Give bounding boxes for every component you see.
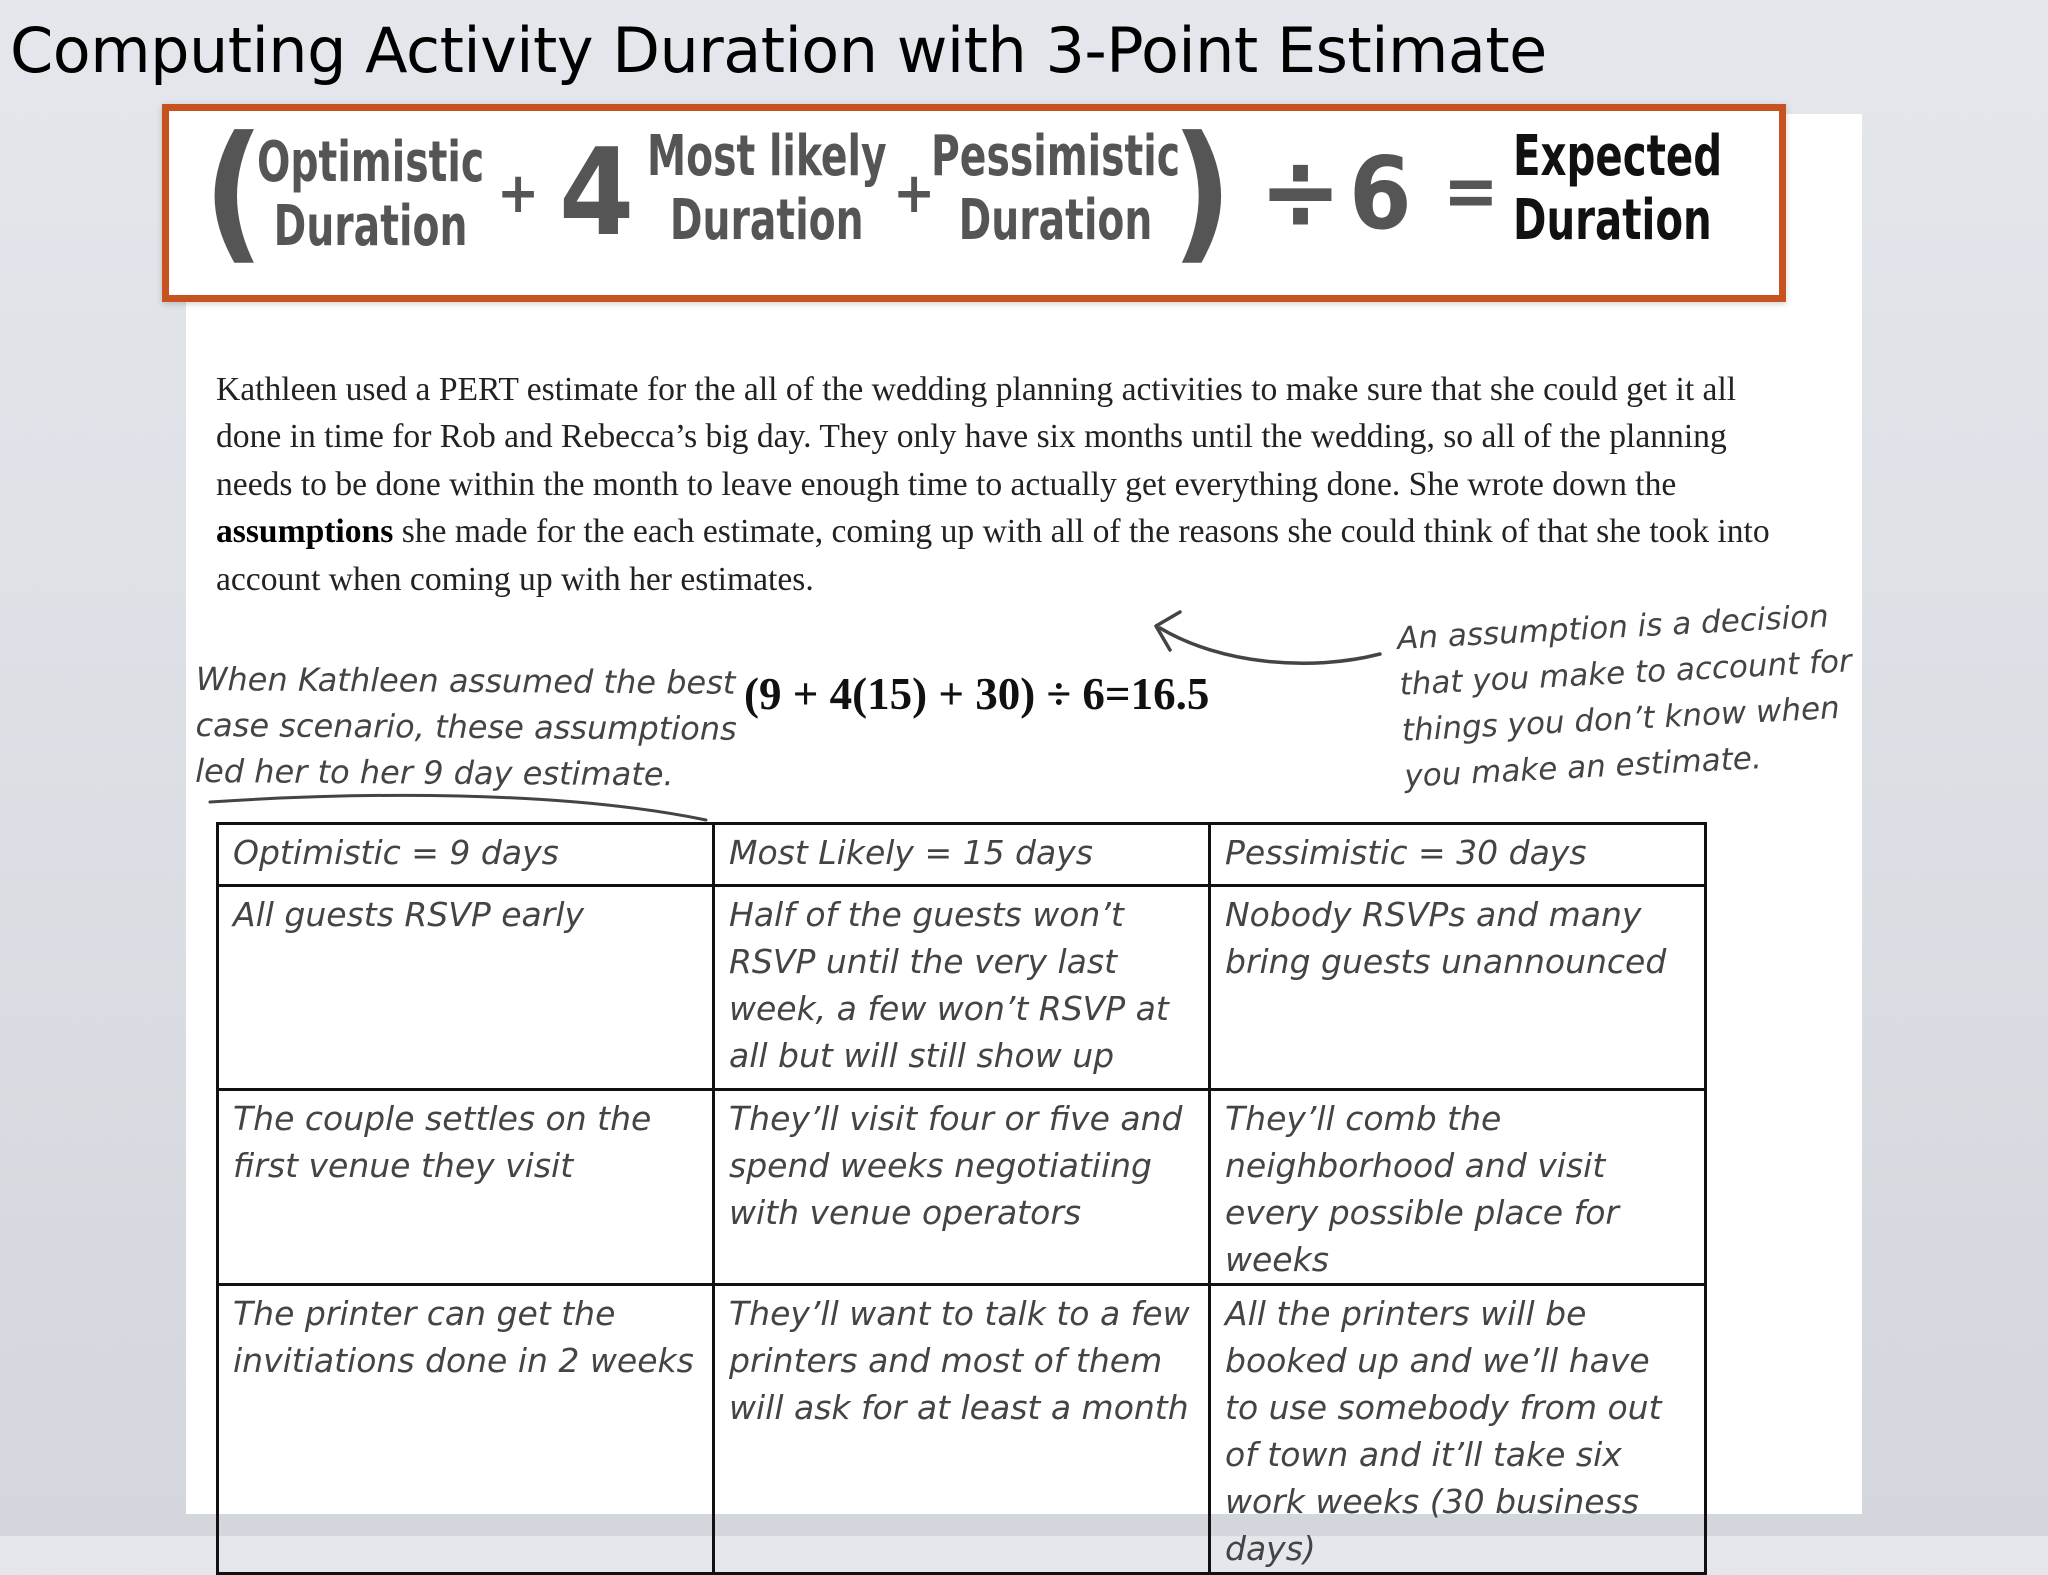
table-row	[218, 1285, 1706, 1574]
table-cell: Half of the guests won’t RSVP until the very last week, a few won’t RSVP at all but will still show up	[714, 886, 1210, 1090]
most-likely-term	[647, 125, 887, 253]
table-header-row	[218, 824, 1706, 886]
paragraph-text-1: Kathleen used a PERT estimate for the all of the wedding planning activities to make sure that she could get it all done in time for Rob and Rebecca’s big day. They only have six months until the wedding, so all of the planning needs to be done within the month to leave enough time to actually get everything done. She wrote down the	[216, 371, 1737, 503]
best-case-note-line: When Kathleen assumed the best	[195, 659, 736, 702]
formula-banner	[162, 104, 1786, 302]
table-cell: All the printers will be booked up and we’ll have to use somebody from out of town and it’ll take six work weeks (30 business days)	[1210, 1285, 1706, 1574]
paragraph-text-2: she made for the each estimate, coming up with all of the reasons she could think of that she took into account when coming up with her estimates.	[216, 513, 1770, 598]
slide-title: Computing Activity Duration with 3-Point Estimate	[10, 14, 1547, 87]
optimistic-label: Optimistic	[257, 130, 485, 195]
expected-label: Expected	[1513, 124, 1723, 189]
optimistic-duration-label: Duration	[273, 194, 468, 259]
assumption-note-line: things you don’t know when	[1401, 689, 1841, 749]
pessimistic-duration-label: Duration	[958, 188, 1153, 253]
assumption-note-line: you make an estimate.	[1403, 740, 1763, 795]
best-case-note-line: case scenario, these assumptions	[195, 705, 737, 748]
assumptions-table	[216, 822, 1707, 1575]
assumption-definition-note	[1396, 592, 1858, 799]
table-cell: They’ll comb the neighborhood and visit every possible place for weeks	[1210, 1090, 1706, 1285]
close-paren-icon: )	[1171, 105, 1233, 279]
equals-sign: =	[1443, 148, 1499, 234]
assumption-note-line: that you make to account for	[1398, 643, 1853, 703]
most-likely-column-header: Most Likely = 15 days	[714, 824, 1210, 886]
table-cell: The printer can get the invitiations done in 2 weeks	[218, 1285, 714, 1574]
most-likely-duration-label: Duration	[669, 188, 864, 253]
table-cell: They’ll want to talk to a few printers and most of them will ask for at least a month	[714, 1285, 1210, 1574]
most-likely-label: Most likely	[647, 124, 887, 189]
table-cell: They’ll visit four or five and spend weeks negotiatiing with venue operators	[714, 1090, 1210, 1285]
pert-calculation: (9 + 4(15) + 30) ÷ 6=16.5	[744, 669, 1210, 719]
assumption-note-line: An assumption is a decision	[1396, 598, 1830, 657]
divisor-six: 6	[1349, 135, 1412, 252]
plus-sign: +	[497, 161, 540, 226]
expected-duration-term	[1513, 125, 1722, 253]
pessimistic-term	[931, 125, 1180, 253]
table-cell: All guests RSVP early	[218, 886, 714, 1090]
table-cell: The couple settles on the first venue they visit	[218, 1090, 714, 1285]
table-cell: Nobody RSVPs and many bring guests unannounced	[1210, 886, 1706, 1090]
best-case-note	[195, 656, 737, 798]
table-row	[218, 886, 1706, 1090]
expected-duration-label: Duration	[1513, 188, 1712, 253]
divide-sign: ÷	[1259, 127, 1342, 255]
optimistic-term	[257, 131, 484, 259]
optimistic-column-header: Optimistic = 9 days	[218, 824, 714, 886]
paragraph-bold-term: assumptions	[216, 513, 394, 551]
plus-sign-2: +	[893, 161, 936, 226]
best-case-note-line: led her to her 9 day estimate.	[195, 751, 674, 794]
open-paren-icon: (	[203, 105, 265, 279]
multiplier-four: 4	[559, 124, 635, 263]
table-row	[218, 1090, 1706, 1285]
pessimistic-label: Pessimistic	[931, 124, 1181, 189]
intro-paragraph	[216, 366, 1796, 603]
pessimistic-column-header: Pessimistic = 30 days	[1210, 824, 1706, 886]
